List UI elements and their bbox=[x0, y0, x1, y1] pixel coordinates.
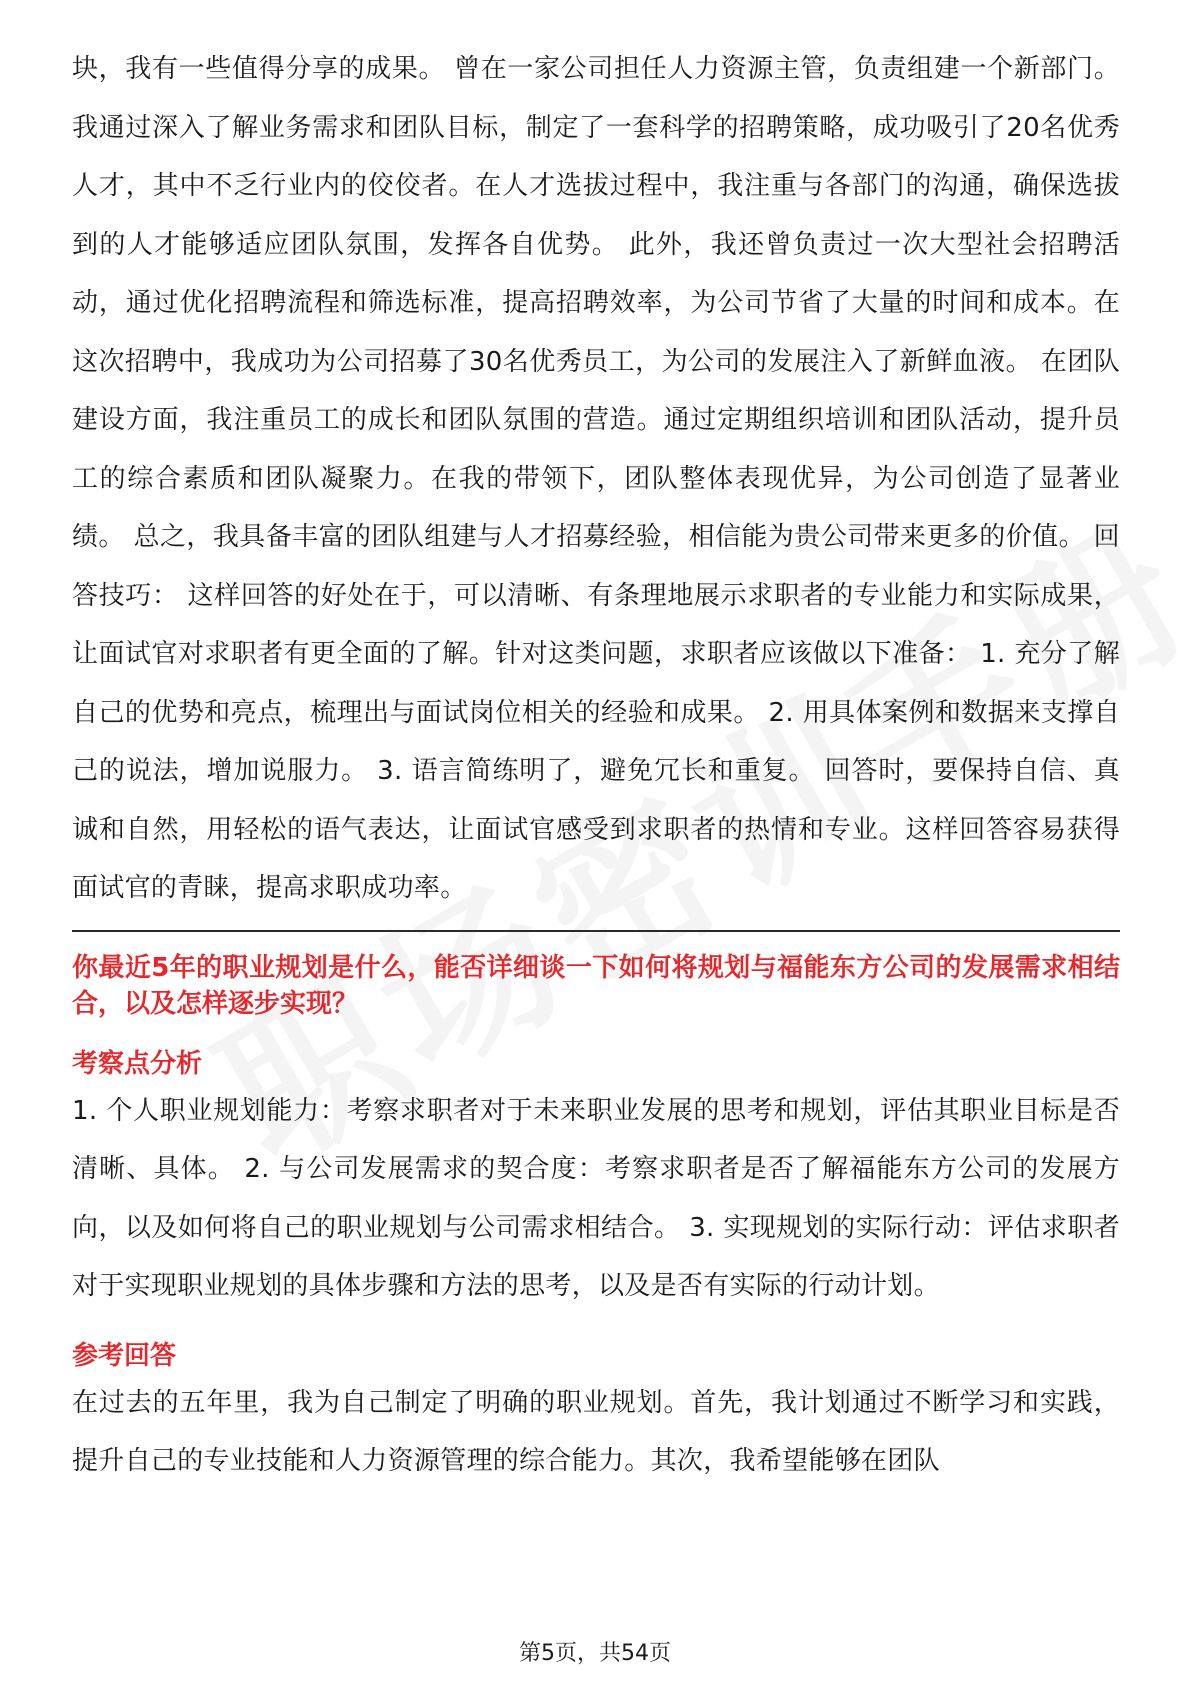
analysis-paragraph: 1. 个人职业规划能力：考察求职者对于未来职业发展的思考和规划，评估其职业目标是否清晰、具体。 2. 与公司发展需求的契合度：考察求职者是否了解福能东方公司的发展方向，以及如何将自己的职业规划与公司需求相结合。 3. 实现规划的实际行动：评估求职者对于实现职业规划的具体步骤和方法的思考，以及是否有实际的行动计划。 bbox=[72, 1095, 1120, 1301]
interview-question: 你最近5年的职业规划是什么，能否详细谈一下如何将规划与福能东方公司的发展需求相结合，以及怎样逐步实现？ bbox=[72, 952, 1120, 1019]
answer-paragraph: 在过去的五年里，我为自己制定了明确的职业规划。首先，我计划通过不断学习和实践，提升自己的专业技能和人力资源管理的综合能力。其次，我希望能够在团队 bbox=[72, 1387, 1120, 1476]
analysis-heading: 考察点分析 bbox=[72, 1048, 203, 1079]
page-number: 第5页，共54页 bbox=[519, 1641, 671, 1666]
page-content bbox=[72, 40, 1120, 1491]
section-divider bbox=[72, 930, 1120, 932]
answer-heading: 参考回答 bbox=[72, 1340, 177, 1371]
previous-answer-paragraph: 块，我有一些值得分享的成果。 曾在一家公司担任人力资源主管，负责组建一个新部门。我通过深入了解业务需求和团队目标，制定了一套科学的招聘策略，成功吸引了20名优秀人才，其中不乏行业内的佼佼者。在人才选拔过程中，我注重与各部门的沟通，确保选拔到的人才能够适应团队氛围，发挥各自优势。 此外，我还曾负责过一次大型社会招聘活动，通过优化招聘流程和筛选标准，提高招聘效率，为公司节省了大量的时间和成本。在这次招聘中，我成功为公司招募了30名优秀员工，为公司的发展注入了新鲜血液。 在团队建设方面，我注重员工的成长和团队氛围的营造。通过定期组织培训和团队活动，提升员工的综合素质和团队凝聚力。在我的带领下，团队整体表现优异，为公司创造了显著业绩。 总之，我具备丰富的团队组建与人才招募经验，相信能为贵公司带来更多的价值。 回答技巧： 这样回答的好处在于，可以清晰、有条理地展示求职者的专业能力和实际成果，让面试官对求职者有更全面的了解。针对这类问题，求职者应该做以下准备： 1. 充分了解自己的优势和亮点，梳理出与面试岗位相关的经验和成果。 2. 用具体案例和数据来支撑自己的说法，增加说服力。 3. 语言简练明了，避免冗长和重复。 回答时，要保持自信、真诚和自然，用轻松的语气表达，让面试官感受到求职者的热情和专业。这样回答容易获得面试官的青睐，提高求职成功率。 bbox=[72, 54, 1120, 903]
